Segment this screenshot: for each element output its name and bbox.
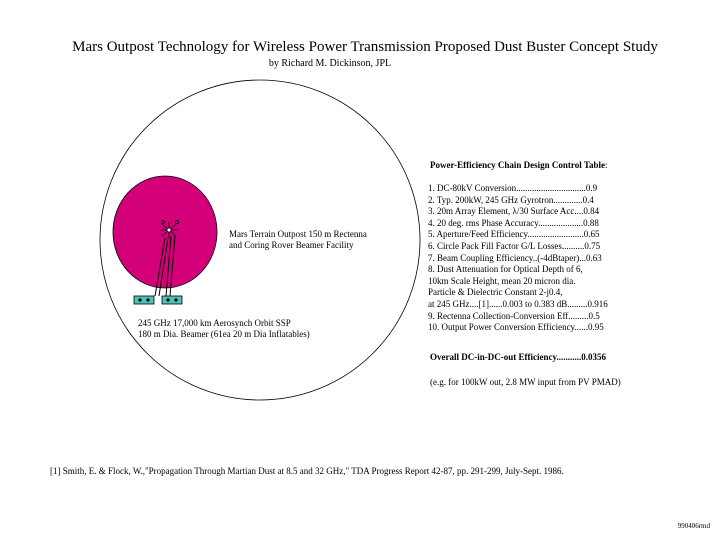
table-row: 3. 20m Array Element, λ/30 Surface Acc....0.84 (428, 206, 600, 217)
table-row: 1. DC-80kV Conversion...............................0.9 (428, 183, 598, 193)
table-row: 10km Scale Height, mean 20 micron dia. (428, 275, 576, 286)
outpost-label (229, 229, 367, 251)
outpost-label-line-1: Mars Terrain Outpost 150 m Rectenna (229, 229, 367, 239)
satellite-label-line-2: 180 m Dia. Beamer (61ea 20 m Dia Inflatables) (138, 329, 310, 339)
overall-efficiency-value: 0.0356 (581, 352, 606, 362)
slide-title: Mars Outpost Technology for Wireless Power Transmission Proposed Dust Buster Concept Study (72, 39, 658, 55)
slide-code: 990406rmd (677, 522, 710, 530)
outpost-label-line-2: and Coring Rover Beamer Facility (229, 240, 354, 250)
table-row: 6. Circle Pack Fill Factor G/L Losses..........0.75 (428, 240, 601, 251)
author-credit: by Richard M. Dickinson, JPL (268, 58, 392, 69)
table-row: Particle & Dielectric Constant 2-j0.4, (428, 287, 563, 298)
table-row: 4. 20 deg. rms Phase Accuracy....................0.88 (428, 217, 599, 228)
table-title-suffix: : (605, 160, 608, 170)
reference-citation: [1] Smith, E. & Flock, W.,"Propagation Through Martian Dust at 8.5 and 32 GHz," TDA Progress Report 42-87, pp. 291-299, July-Sept. 1986. (50, 466, 564, 476)
table-row: 2. Typ. 200kW, 245 GHz Gyrotron.............0.4 (428, 194, 594, 205)
satellite-label-line-1: 245 GHz 17,000 km Aerosynch Orbit SSP (138, 318, 291, 328)
table-row: 5. Aperture/Feed Efficiency.........................0.65 (428, 229, 600, 240)
rectenna-ground-unit-right (162, 296, 182, 304)
table-title-text: Power-Efficiency Chain Design Control Table (430, 160, 605, 170)
efficiency-table (428, 183, 608, 334)
table-row: 7. Beam Coupling Efficiency..(-4dBtaper)...0.63 (428, 252, 602, 263)
overall-efficiency-label: Overall DC-in-DC-out Efficiency........... (430, 352, 582, 362)
table-row: 10. Output Power Conversion Efficiency......0.95 (428, 322, 604, 333)
table-row: 9. Rectenna Collection-Conversion Eff.........0.5 (428, 310, 600, 321)
rectenna-ground-unit-left (134, 296, 154, 304)
table-title (430, 160, 608, 170)
example-note: (e.g. for 100kW out, 2.8 MW input from PV PMAD) (430, 377, 621, 387)
table-row: 8. Dust Attenuation for Optical Depth of 6, (428, 264, 583, 275)
overall-efficiency (430, 352, 606, 362)
table-row: at 245 GHz....[1]......0.003 to 0.383 dB.........0.916 (428, 298, 608, 309)
satellite-label (138, 318, 310, 340)
beamer-dish (113, 176, 217, 288)
